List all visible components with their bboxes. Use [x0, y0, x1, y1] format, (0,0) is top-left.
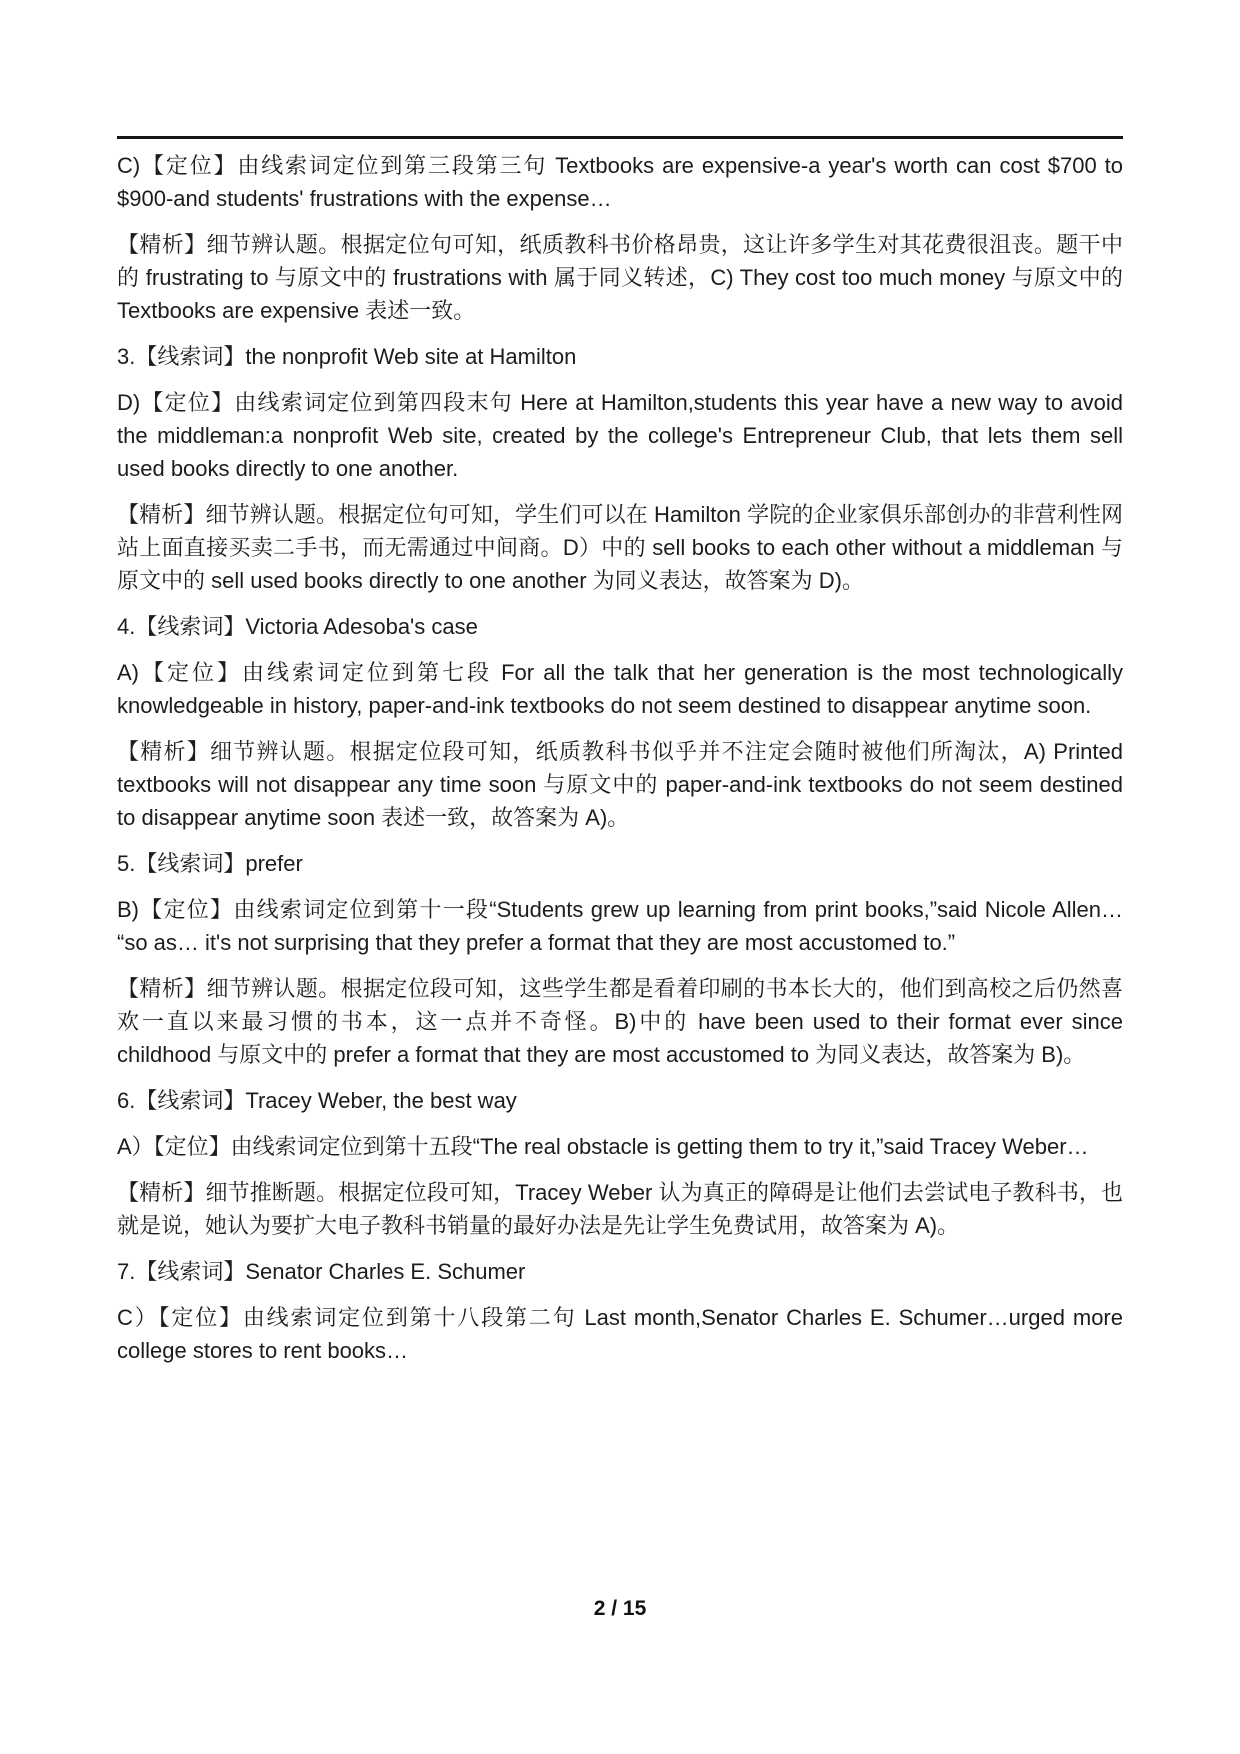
analysis-paragraph: 【精析】细节推断题。根据定位段可知，Tracey Weber 认为真正的障碍是让他们去尝试电子教科书，也就是说，她认为要扩大电子教科书销量的最好办法是先让学生免费试用，故答案为 A)。: [117, 1180, 1123, 1238]
location-paragraph: B)【定位】由线索词定位到第十一段“Students grew up learning from print books,”said Nicole Allen… “so as… it's not surprising that they prefer a format that they are most accustomed to.”: [117, 897, 1123, 955]
location-paragraph: C)【定位】由线索词定位到第三段第三句 Textbooks are expensive-a year's worth can cost $700 to $900-and students' frustrations with the expense…: [117, 153, 1123, 211]
clue-word-heading: 4.【线索词】Victoria Adesoba's case: [117, 614, 478, 639]
clue-word-heading: 3.【线索词】the nonprofit Web site at Hamilton: [117, 344, 577, 369]
header-divider: [117, 136, 1123, 139]
clue-word-heading: 7.【线索词】Senator Charles E. Schumer: [117, 1259, 526, 1284]
location-paragraph: A)【定位】由线索词定位到第七段 For all the talk that her generation is the most technologically knowledgeable in history, paper-and-ink textbooks do not seem destined to disappear anytime soon.: [117, 660, 1123, 718]
document-body: [117, 136, 1123, 1380]
page-number: 2 / 15: [593, 1597, 647, 1620]
clue-word-heading: 6.【线索词】Tracey Weber, the best way: [117, 1088, 517, 1113]
analysis-paragraph: 【精析】细节辨认题。根据定位段可知，这些学生都是看着印刷的书本长大的，他们到高校之后仍然喜欢一直以来最习惯的书本，这一点并不奇怪。B)中的 have been used to their format ever since childhood 与原文中的 prefer a format that they are most accustomed to 为同义表达，故答案为 B)。: [117, 976, 1123, 1067]
location-paragraph: C）【定位】由线索词定位到第十八段第二句 Last month,Senator Charles E. Schumer…urged more college stores to rent books…: [117, 1305, 1123, 1363]
location-paragraph: A）【定位】由线索词定位到第十五段“The real obstacle is getting them to try it,”said Tracey Weber…: [117, 1134, 1089, 1159]
analysis-paragraph: 【精析】细节辨认题。根据定位句可知，纸质教科书价格昂贵，这让许多学生对其花费很沮丧。题干中的 frustrating to 与原文中的 frustrations with 属于同义转述，C) They cost too much money 与原文中的 Textbooks are expensive 表述一致。: [117, 232, 1123, 323]
analysis-paragraph: 【精析】细节辨认题。根据定位段可知，纸质教科书似乎并不注定会随时被他们所淘汰，A) Printed textbooks will not disappear any time soon 与原文中的 paper-and-ink textbooks do not seem destined to disappear anytime soon 表述一致，故答案为 A)。: [117, 739, 1123, 830]
analysis-paragraph: 【精析】细节辨认题。根据定位句可知，学生们可以在 Hamilton 学院的企业家俱乐部创办的非营利性网站上面直接买卖二手书，而无需通过中间商。D）中的 sell books to each other without a middleman 与原文中的 sell used books directly to one another 为同义表达，故答案为 D)。: [117, 502, 1123, 593]
clue-word-heading: 5.【线索词】prefer: [117, 851, 303, 876]
location-paragraph: D)【定位】由线索词定位到第四段末句 Here at Hamilton,students this year have a new way to avoid the middleman:a nonprofit Web site, created by the college's Entrepreneur Club, that lets them sell used books directly to one another.: [117, 390, 1123, 481]
